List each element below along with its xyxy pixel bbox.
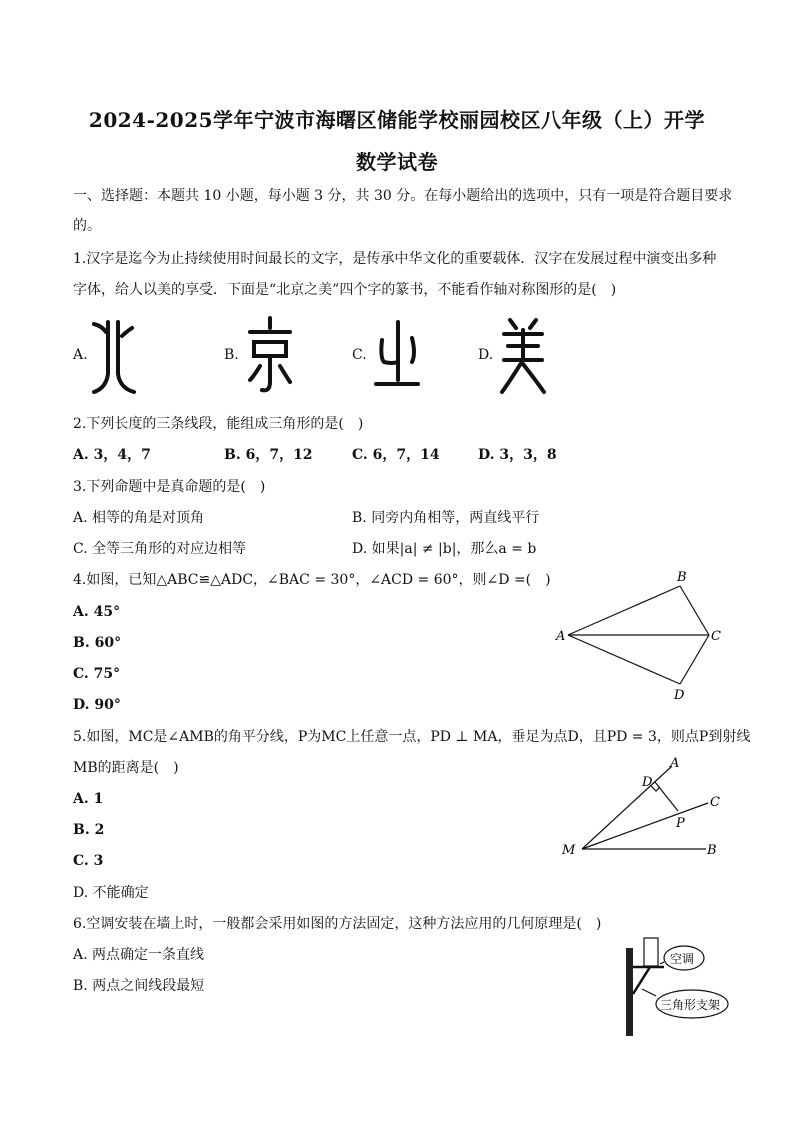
q6-bracket-label: 三角形支架 bbox=[660, 998, 721, 1012]
q4-figure-kite bbox=[552, 566, 732, 706]
q1-stem-line2: 字体，给人以美的享受．下面是“北京之美”四个字的篆书，不能看作轴对称图形的是( ) bbox=[73, 282, 617, 298]
q4-label-c: C bbox=[711, 629, 721, 644]
q5-option-a: A. 1 bbox=[73, 791, 104, 807]
q3-option-d: D. 如果|a| ≠ |b|，那么a = b bbox=[352, 541, 537, 557]
q3-option-a: A. 相等的角是对顶角 bbox=[73, 510, 205, 526]
q5-label-a: A bbox=[670, 756, 680, 771]
q1-stem-line1: 1.汉字是迄今为止持续使用时间最长的文字，是传承中华文化的重要载体．汉字在发展过程中演变出多种 bbox=[73, 251, 717, 267]
q5-option-d: D. 不能确定 bbox=[73, 885, 149, 901]
page-title: 2024-2025学年宁波市海曙区储能学校丽园校区八年级（上）开学 bbox=[88, 108, 706, 132]
q1-option-d-label: D. bbox=[478, 347, 494, 363]
q5-stem-line1: 5.如图，MC是∠AMB的角平分线，P为MC上任意一点，PD ⊥ MA，垂足为点D，且PD = 3，则点P到射线 bbox=[73, 729, 751, 745]
q6-option-a: A. 两点确定一条直线 bbox=[73, 947, 205, 963]
q4-option-c: C. 75° bbox=[73, 666, 121, 682]
q3-option-b: B. 同旁内角相等，两直线平行 bbox=[352, 510, 540, 526]
seal-script-jing-icon bbox=[244, 316, 296, 396]
q5-option-b: B. 2 bbox=[73, 822, 105, 838]
q4-label-a: A bbox=[556, 629, 566, 644]
section-intro-line2: 的。 bbox=[73, 218, 101, 234]
q5-label-p: P bbox=[676, 816, 685, 831]
q2-option-b: B. 6，7，12 bbox=[224, 447, 313, 463]
q5-label-m: M bbox=[562, 843, 576, 858]
q5-option-c: C. 3 bbox=[73, 853, 104, 869]
q4-label-d: D bbox=[674, 688, 685, 703]
q1-option-a-label: A. bbox=[73, 347, 88, 363]
q1-option-c-label: C. bbox=[352, 347, 367, 363]
seal-script-bei-icon bbox=[88, 318, 140, 396]
q5-label-b: B bbox=[707, 843, 717, 858]
q5-stem-line2: MB的距离是( ) bbox=[73, 760, 179, 776]
q2-option-a: A. 3，4，7 bbox=[73, 447, 151, 463]
q3-stem: 3.下列命题中是真命题的是( ) bbox=[73, 479, 266, 495]
q3-option-c: C. 全等三角形的对应边相等 bbox=[73, 541, 247, 557]
q5-figure-angle-bisector bbox=[558, 752, 728, 862]
q6-stem: 6.空调安装在墙上时，一般都会采用如图的方法固定，这种方法应用的几何原理是( ) bbox=[73, 916, 602, 932]
page-subtitle: 数学试卷 bbox=[356, 150, 438, 174]
q4-option-a: A. 45° bbox=[73, 604, 121, 620]
q2-stem: 2.下列长度的三条线段，能组成三角形的是( ) bbox=[73, 416, 364, 432]
q4-label-b: B bbox=[677, 570, 687, 585]
section-intro-line1: 一、选择题：本题共 10 小题，每小题 3 分，共 30 分。在每小题给出的选项中，只有一项是符合题目要求 bbox=[73, 188, 733, 204]
q5-label-c: C bbox=[710, 795, 720, 810]
q1-option-b-label: B. bbox=[224, 347, 239, 363]
q6-option-b: B. 两点之间线段最短 bbox=[73, 978, 205, 994]
q4-option-b: B. 60° bbox=[73, 635, 122, 651]
q4-option-d: D. 90° bbox=[73, 697, 121, 713]
q4-stem: 4.如图，已知△ABC≌△ADC，∠BAC = 30°，∠ACD = 60°，则∠D =( ) bbox=[73, 572, 551, 588]
q2-option-d: D. 3，3，8 bbox=[478, 447, 557, 463]
q6-ac-label: 空调 bbox=[670, 952, 695, 966]
q5-label-d: D bbox=[642, 775, 653, 790]
seal-script-mei-icon bbox=[496, 316, 550, 396]
seal-script-zhi-icon bbox=[372, 318, 422, 394]
q2-option-c: C. 6，7，14 bbox=[352, 447, 440, 463]
q6-figure-ac-bracket bbox=[620, 934, 730, 1038]
